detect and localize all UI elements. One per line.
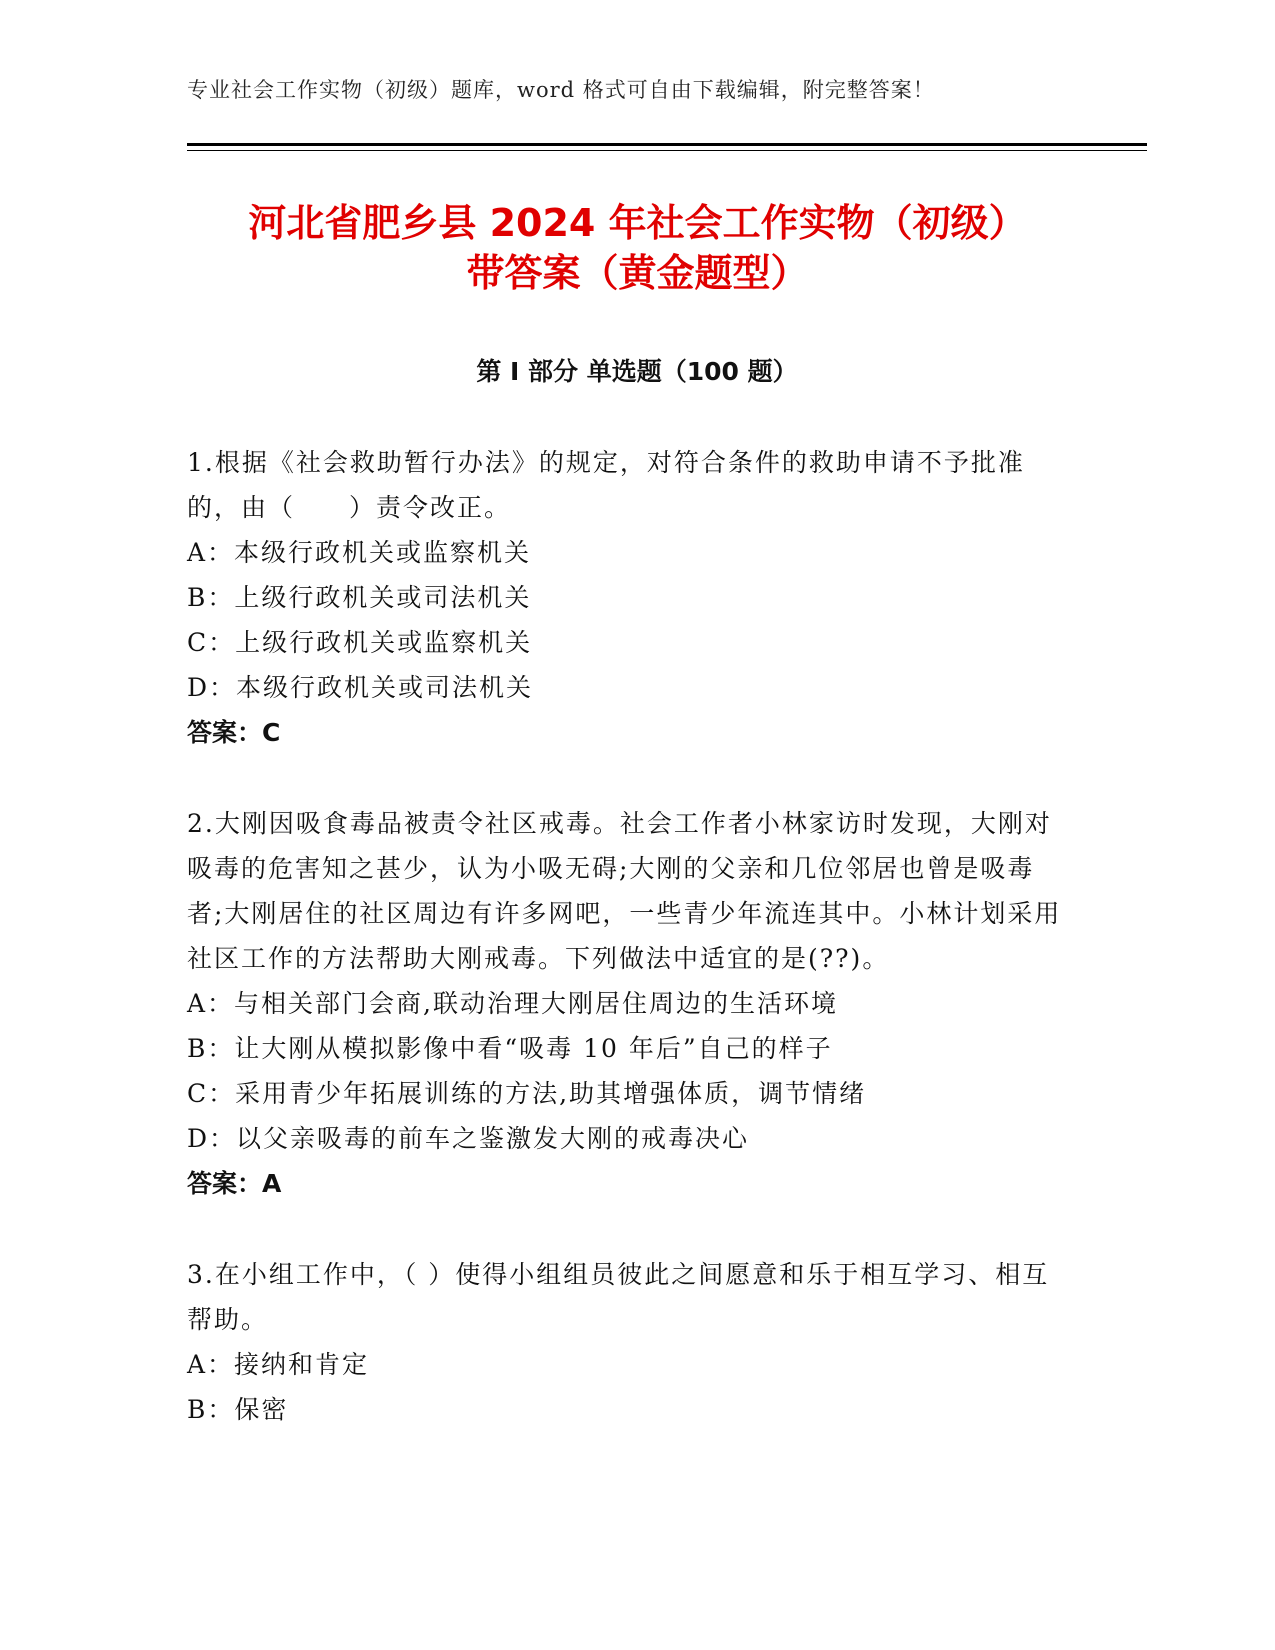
option-d: D：本级行政机关或司法机关 (187, 673, 534, 702)
document-title-line-2: 带答案（黄金题型） (466, 251, 809, 295)
option-c: C：上级行政机关或监察机关 (187, 628, 533, 657)
question-1 (187, 440, 1067, 755)
document-title-line-1: 河北省肥乡县 2024 年社会工作实物（初级） (248, 201, 1027, 245)
question-stem: 1.根据《社会救助暂行办法》的规定，对符合条件的救助申请不予批准的，由（ ）责令改正。 (187, 448, 1025, 522)
document-title (150, 198, 1125, 298)
option-a: A：与相关部门会商,联动治理大刚居住周边的生活环境 (187, 989, 839, 1018)
question-list (187, 440, 1067, 1478)
answer: 答案：A (187, 1169, 282, 1198)
question-3 (187, 1252, 1067, 1432)
section-title: 第 I 部分 单选题（100 题） (476, 357, 798, 386)
option-d: D：以父亲吸毒的前车之鉴激发大刚的戒毒决心 (187, 1124, 750, 1153)
option-b: B：让大刚从模拟影像中看“吸毒 10 年后”自己的样子 (187, 1034, 833, 1063)
header-rule-thin (187, 150, 1147, 151)
option-c: C：采用青少年拓展训练的方法,助其增强体质，调节情绪 (187, 1079, 867, 1108)
question-stem: 3.在小组工作中，（ ）使得小组组员彼此之间愿意和乐于相互学习、相互帮助。 (187, 1260, 1050, 1334)
question-stem: 2.大刚因吸食毒品被责令社区戒毒。社会工作者小林家访时发现，大刚对吸毒的危害知之甚少，认为小吸无碍;大刚的父亲和几位邻居也曾是吸毒者;大刚居住的社区周边有许多网吧，一些青少年流连其中。小林计划采用社区工作的方法帮助大刚戒毒。下列做法中适宜的是(??)。 (187, 809, 1062, 973)
option-a: A：接纳和肯定 (187, 1350, 370, 1379)
header-note: 专业社会工作实物（初级）题库，word 格式可自由下载编辑，附完整答案！ (187, 78, 935, 102)
option-b: B：保密 (187, 1395, 289, 1424)
option-a: A：本级行政机关或监察机关 (187, 538, 532, 567)
header-rule-thick (187, 143, 1147, 146)
option-b: B：上级行政机关或司法机关 (187, 583, 532, 612)
question-2 (187, 801, 1067, 1206)
answer: 答案：C (187, 718, 281, 747)
